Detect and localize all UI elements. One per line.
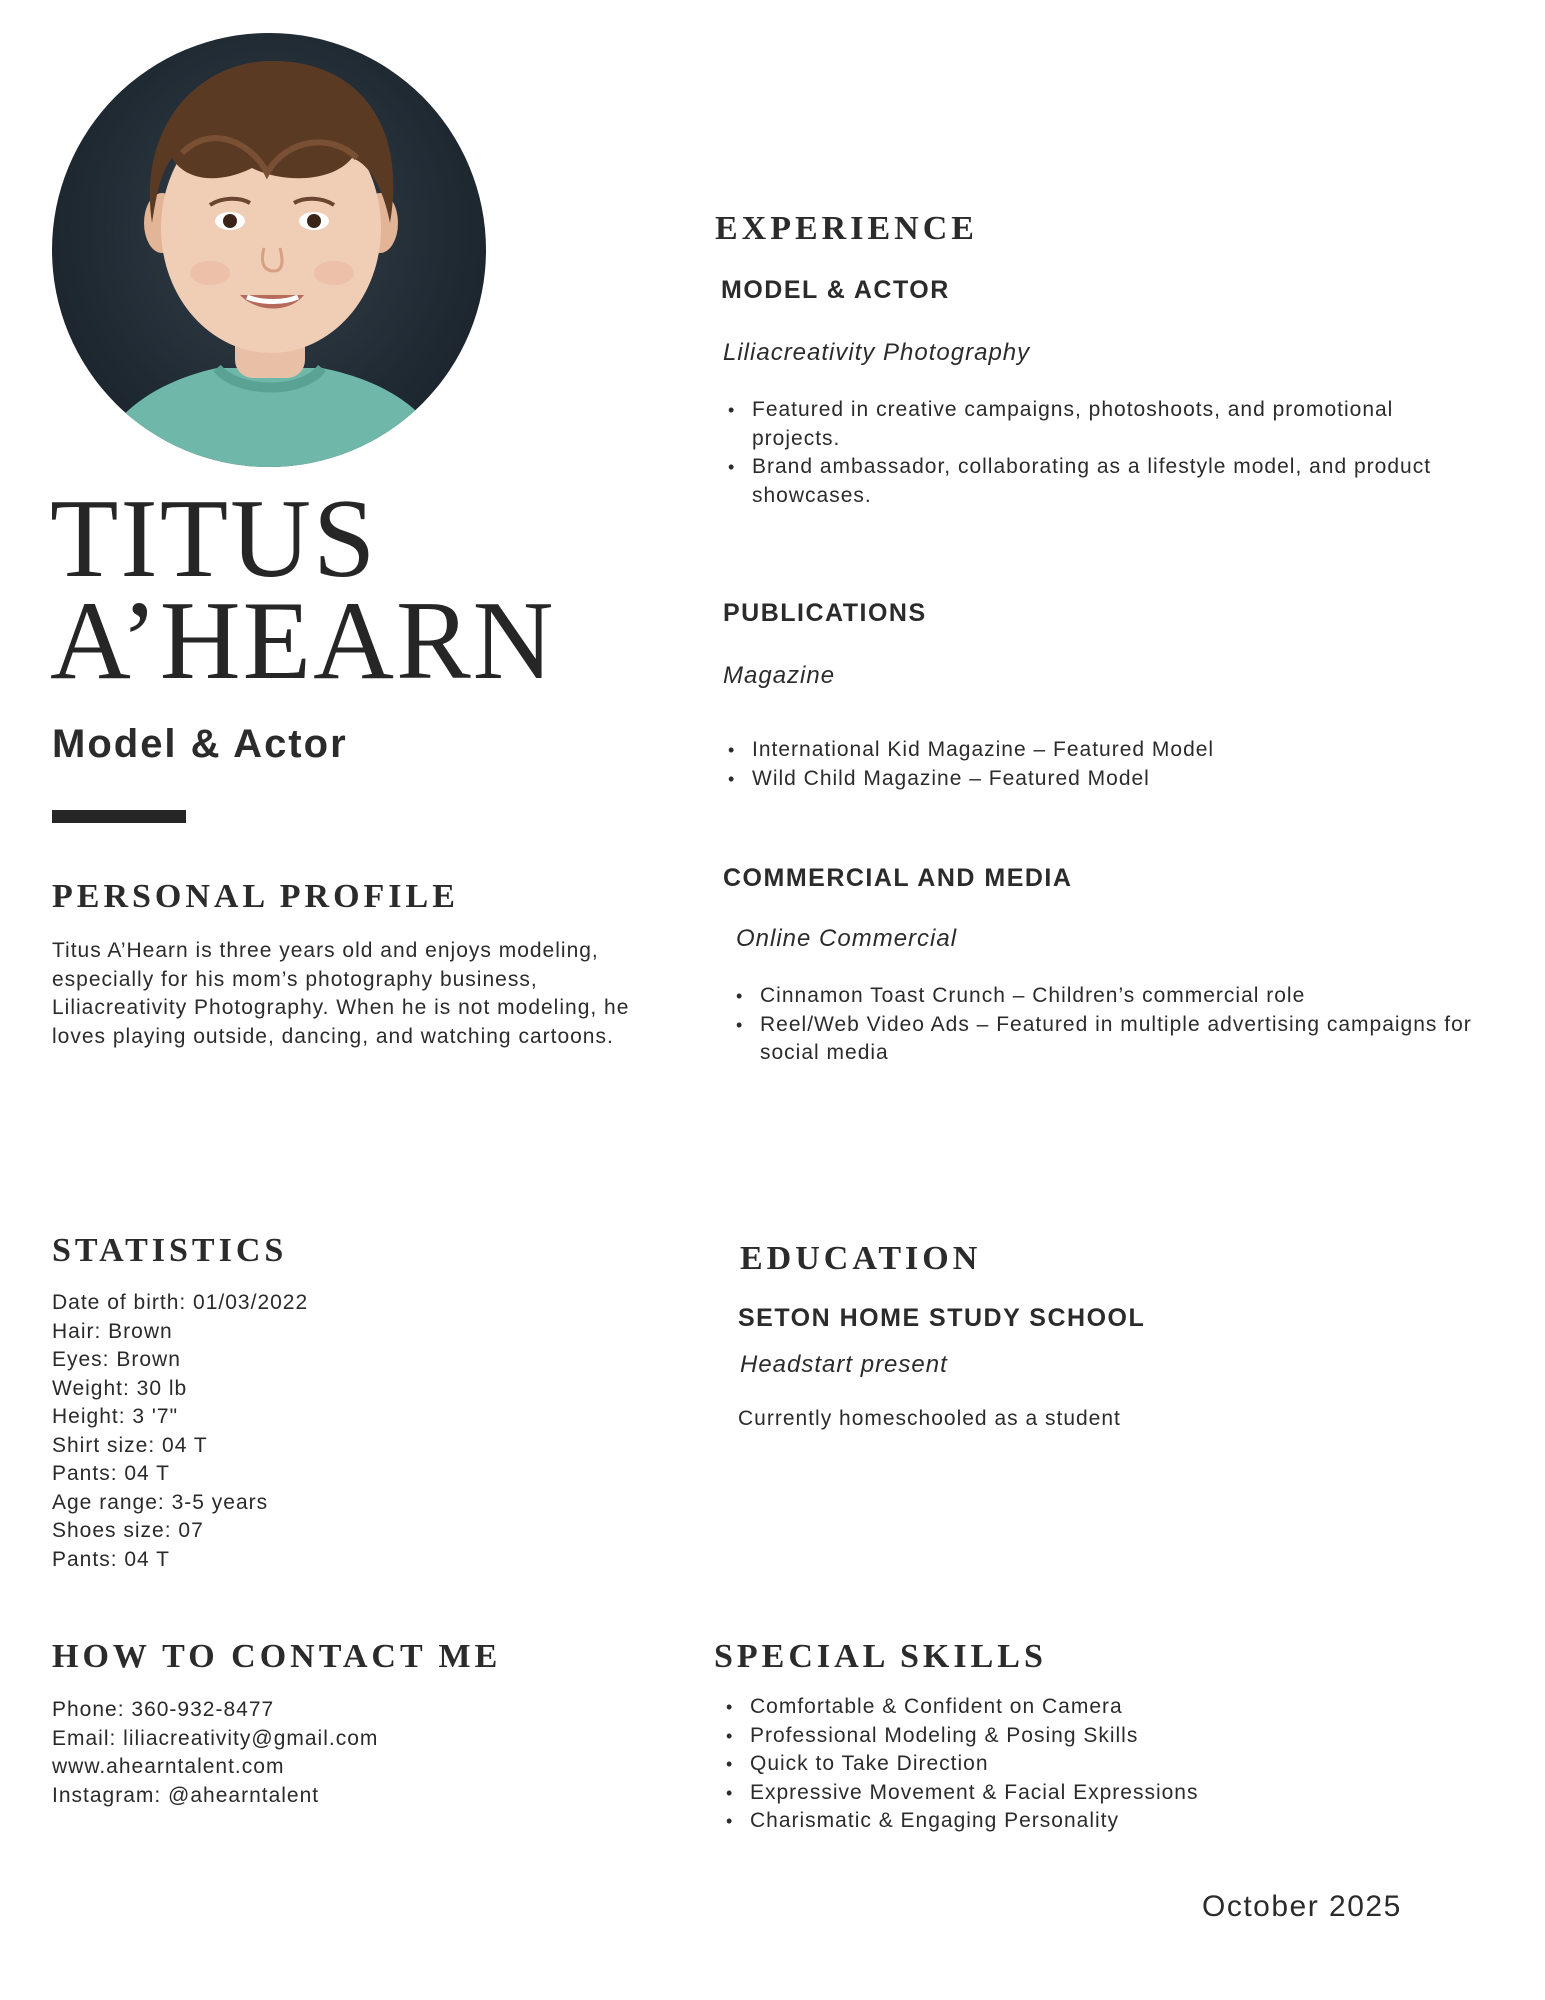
experience-list bbox=[724, 396, 1444, 510]
stat-line: Weight: 30 lb bbox=[52, 1376, 188, 1400]
stat-line: Eyes: Brown bbox=[52, 1348, 181, 1371]
list-item: • Expressive Movement & Facial Expressions bbox=[722, 1779, 1462, 1808]
statistics-heading: STATISTICS bbox=[52, 1232, 288, 1269]
contact-list bbox=[52, 1696, 572, 1810]
list-item: • Professional Modeling & Posing Skills bbox=[722, 1722, 1462, 1751]
experience-position: MODEL & ACTOR bbox=[721, 276, 950, 304]
document-date: October 2025 bbox=[1202, 1890, 1402, 1923]
stat-line: Shirt size: 04 T bbox=[52, 1433, 208, 1457]
profile-heading: PERSONAL PROFILE bbox=[52, 878, 459, 915]
stat-line: Height: 3 '7" bbox=[52, 1405, 179, 1428]
skills-list bbox=[722, 1693, 1462, 1836]
accent-divider bbox=[52, 810, 186, 823]
education-school: SETON HOME STUDY SCHOOL bbox=[738, 1304, 1146, 1332]
child-portrait-illustration bbox=[52, 33, 486, 467]
profile-text: Titus A’Hearn is three years old and enjoys modeling, especially for his mom’s photography business, Liliacreativity Photography. When he is not modeling, he loves playing outside, dancing, and watching cartoons. bbox=[52, 939, 630, 1048]
publications-subtitle: Magazine bbox=[723, 662, 836, 689]
contact-email[interactable]: Email: liliacreativity@gmail.com bbox=[52, 1726, 379, 1750]
list-item: • Brand ambassador, collaborating as a lifestyle model, and product showcases. bbox=[724, 453, 1444, 510]
list-item: • Comfortable & Confident on Camera bbox=[722, 1693, 1462, 1722]
name-line-1: TITUS bbox=[50, 477, 378, 601]
statistics-list bbox=[52, 1289, 552, 1574]
skills-heading: SPECIAL SKILLS bbox=[714, 1638, 1047, 1675]
contact-phone[interactable]: Phone: 360-932-8477 bbox=[52, 1698, 275, 1721]
list-item: • Wild Child Magazine – Featured Model bbox=[724, 765, 1444, 794]
stat-line: Age range: 3-5 years bbox=[52, 1490, 269, 1514]
profile-photo bbox=[52, 33, 486, 467]
stat-line: Date of birth: 01/03/2022 bbox=[52, 1291, 309, 1314]
experience-company: Liliacreativity Photography bbox=[723, 339, 1031, 366]
list-item: • Charismatic & Engaging Personality bbox=[722, 1807, 1462, 1836]
stat-line: Pants: 04 T bbox=[52, 1547, 171, 1571]
contact-website[interactable]: www.ahearntalent.com bbox=[52, 1755, 285, 1778]
list-item: • International Kid Magazine – Featured Model bbox=[724, 736, 1444, 765]
commercial-subtitle: Online Commercial bbox=[736, 925, 958, 952]
stat-line: Hair: Brown bbox=[52, 1319, 173, 1343]
commercial-list bbox=[732, 982, 1492, 1068]
education-heading: EDUCATION bbox=[740, 1240, 982, 1277]
experience-heading: EXPERIENCE bbox=[715, 210, 978, 247]
list-item: • Cinnamon Toast Crunch – Children’s commercial role bbox=[732, 982, 1492, 1011]
stat-line: Shoes size: 07 bbox=[52, 1519, 204, 1542]
contact-instagram[interactable]: Instagram: @ahearntalent bbox=[52, 1783, 320, 1807]
list-item: • Featured in creative campaigns, photoshoots, and promotional projects. bbox=[724, 396, 1444, 453]
stat-line: Pants: 04 T bbox=[52, 1462, 171, 1485]
list-item: • Quick to Take Direction bbox=[722, 1750, 1462, 1779]
education-program: Headstart present bbox=[740, 1351, 948, 1378]
list-item: • Reel/Web Video Ads – Featured in multiple advertising campaigns for social media bbox=[732, 1011, 1492, 1068]
education-note: Currently homeschooled as a student bbox=[738, 1407, 1121, 1430]
person-name bbox=[50, 477, 650, 703]
name-line-2: A’HEARN bbox=[50, 579, 556, 703]
contact-heading: HOW TO CONTACT ME bbox=[52, 1638, 502, 1675]
role-title: Model & Actor bbox=[52, 722, 348, 766]
publications-heading: PUBLICATIONS bbox=[723, 599, 927, 627]
publications-list bbox=[724, 736, 1444, 793]
commercial-heading: COMMERCIAL AND MEDIA bbox=[723, 864, 1073, 892]
